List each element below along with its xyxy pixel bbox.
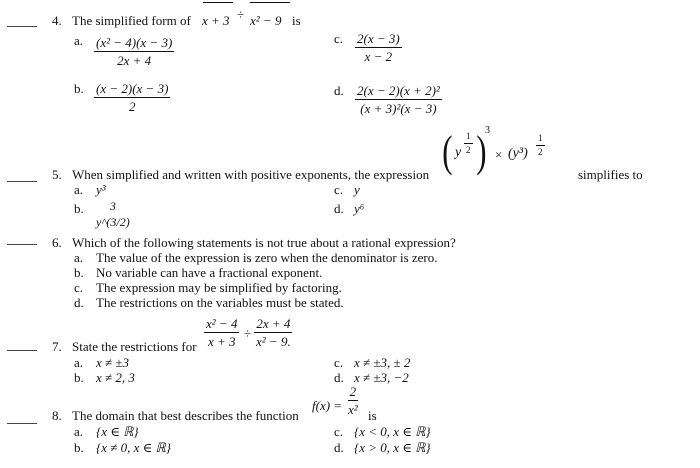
q4-option-d-num: 2(x − 2)(x + 2)²	[357, 83, 440, 98]
q5-option-c-label: c.	[334, 182, 344, 197]
q8-function-fraction	[346, 385, 360, 416]
q5-option-a-label: a.	[74, 182, 84, 197]
q5-expression	[440, 122, 550, 184]
q7-f1-den: x + 3	[207, 334, 236, 349]
q7-fraction-2	[254, 317, 293, 348]
q5-option-b[interactable]	[94, 200, 132, 228]
q4-option-a-den: 2x + 4	[117, 53, 152, 68]
answer-blank-q7[interactable]	[7, 350, 37, 351]
q4-frac1-den: x + 3	[202, 13, 230, 28]
q4-option-d[interactable]	[355, 84, 442, 115]
q4-tail: is	[292, 13, 301, 28]
q5-inner-exp-den: 2	[538, 147, 543, 157]
q5-base-y: y	[455, 145, 462, 160]
q6-option-b-label: b.	[74, 265, 84, 280]
q8-function-name: f(x) =	[312, 398, 343, 413]
q6-option-c-label: c.	[74, 280, 84, 295]
answer-blank-q6[interactable]	[7, 244, 37, 245]
q5-outer-exponent: 3	[485, 125, 490, 136]
q5-inner-paren: (y³)	[508, 146, 528, 161]
q7-option-a[interactable]: x ≠ ±3	[96, 355, 130, 370]
q6-option-a[interactable]: The value of the expression is zero when the denominator is zero.	[96, 250, 438, 265]
q8-option-c-label: c.	[334, 424, 344, 439]
q4-option-b-label: b.	[74, 81, 84, 96]
q8-option-c[interactable]: {x < 0, x ∈ ℝ}	[354, 424, 431, 439]
q8-number: 8.	[52, 408, 62, 423]
q7-fraction-1	[204, 317, 239, 348]
q4-option-b-den: 2	[128, 99, 136, 114]
q6-option-b[interactable]: No variable can have a fractional exponent.	[96, 265, 323, 280]
q5-option-b-num: 3	[109, 199, 116, 213]
q5-half-exp-den: 2	[466, 145, 471, 155]
q5-left-paren: (	[442, 127, 453, 176]
q5-option-a[interactable]: y³	[96, 182, 106, 197]
answer-blank-q5[interactable]	[7, 181, 37, 182]
q4-number: 4.	[52, 13, 62, 28]
q4-frac2-bar	[250, 2, 290, 3]
q5-number: 5.	[52, 167, 62, 182]
q4-option-c-den: x − 2	[364, 49, 393, 64]
q5-times-sign: ×	[495, 147, 503, 162]
q6-option-d[interactable]: The restrictions on the variables must be stated.	[96, 295, 344, 310]
q8-option-b[interactable]: {x ≠ 0, x ∈ ℝ}	[96, 440, 171, 455]
q6-option-a-label: a.	[74, 250, 84, 265]
q7-number: 7.	[52, 339, 62, 354]
q5-option-c[interactable]: y	[354, 182, 360, 197]
q7-option-b[interactable]: x ≠ 2, 3	[96, 370, 135, 385]
q6-stem: Which of the following statements is not true about a rational expression?	[72, 235, 456, 250]
q7-f2-den: x² − 9.	[256, 334, 291, 349]
q6-option-d-label: d.	[74, 295, 84, 310]
q5-half-exp-num: 1	[464, 132, 473, 144]
q6-option-c[interactable]: The expression may be simplified by factoring.	[96, 280, 342, 295]
q5-tail: simplifies to	[578, 167, 643, 182]
q8-option-a-label: a.	[74, 424, 84, 439]
q4-option-a[interactable]	[94, 36, 174, 67]
q5-stem: When simplified and written with positive exponents, the expression	[72, 167, 430, 182]
q8-option-b-label: b.	[74, 440, 84, 455]
q4-option-c-label: c.	[334, 31, 344, 46]
q4-option-b-num: (x − 2)(x − 3)	[96, 81, 169, 96]
q5-inner-exp-num: 1	[536, 134, 545, 146]
q7-stem: State the restrictions for	[72, 339, 197, 354]
q4-option-a-num: (x² − 4)(x − 3)	[96, 35, 173, 50]
q4-option-d-den: (x + 3)²(x − 3)	[360, 101, 437, 116]
q4-stem: The simplified form of	[72, 13, 191, 28]
q7-option-c-label: c.	[334, 355, 344, 370]
q7-f1-num: x² − 4	[206, 316, 238, 331]
answer-blank-q8[interactable]	[7, 423, 37, 424]
q8-f-den: x²	[348, 402, 358, 417]
q4-option-b[interactable]	[94, 82, 170, 113]
q4-div-sign: ÷	[237, 7, 245, 22]
q5-option-d[interactable]: y⁶	[354, 201, 365, 216]
q7-option-d-label: d.	[334, 370, 344, 385]
answer-blank-q4[interactable]	[7, 26, 37, 27]
q5-option-d-label: d.	[334, 201, 344, 216]
q6-number: 6.	[52, 235, 62, 250]
q8-stem: The domain that best describes the function	[72, 408, 299, 423]
q8-f-num: 2	[349, 384, 357, 399]
q7-f2-num: 2x + 4	[256, 316, 291, 331]
q4-option-a-label: a.	[74, 33, 84, 48]
q7-option-d[interactable]: x ≠ ±3, −2	[354, 370, 409, 385]
q7-option-c[interactable]: x ≠ ±3, ± 2	[354, 355, 411, 370]
q5-right-paren: )	[476, 127, 487, 176]
q7-option-b-label: b.	[74, 370, 84, 385]
q5-half-exponent	[464, 132, 473, 155]
q4-option-c[interactable]	[355, 32, 402, 63]
q8-option-a[interactable]: {x ∈ ℝ}	[96, 424, 139, 439]
q7-div-sign: ÷	[244, 326, 252, 341]
q8-option-d-label: d.	[334, 440, 344, 455]
q8-option-d[interactable]: {x > 0, x ∈ ℝ}	[354, 440, 431, 455]
q8-tail: is	[368, 408, 377, 423]
q4-frac1-bar	[203, 2, 233, 3]
q5-inner-exponent	[536, 134, 545, 157]
q4-option-d-label: d.	[334, 83, 344, 98]
q5-option-b-label: b.	[74, 201, 84, 216]
q5-option-b-den: y^(3/2)	[96, 215, 130, 229]
q4-frac2-den: x² − 9	[250, 13, 282, 28]
q4-option-c-num: 2(x − 3)	[357, 31, 400, 46]
q7-option-a-label: a.	[74, 355, 84, 370]
